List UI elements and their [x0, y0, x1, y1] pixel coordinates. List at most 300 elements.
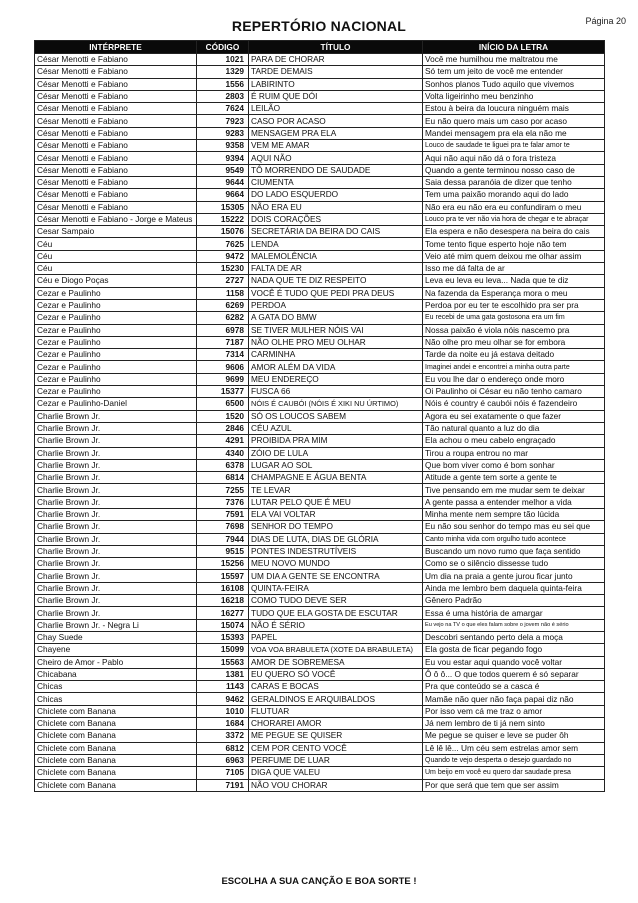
table-row — [35, 361, 605, 373]
table-row — [35, 263, 605, 275]
artist-cell: Charlie Brown Jr. — [35, 582, 197, 594]
artist-cell: Chiclete com Banana — [35, 705, 197, 717]
table-row — [35, 275, 605, 287]
lyric-start-cell: Aqui não aqui não dá o fora tristeza — [423, 152, 605, 164]
title-cell: NADA QUE TE DIZ RESPEITO — [249, 275, 423, 287]
lyric-start-cell: Que bom viver como é bom sonhar — [423, 459, 605, 471]
lyric-start-cell: Tarde da noite eu já estava deitado — [423, 349, 605, 361]
table-row — [35, 176, 605, 188]
code-cell: 9394 — [197, 152, 249, 164]
column-header-lyric-start: INÍCIO DA LETRA — [423, 41, 605, 54]
artist-cell: Charlie Brown Jr. — [35, 570, 197, 582]
lyric-start-cell: Quando te vejo desperta o desejo guardado no — [423, 754, 605, 766]
code-cell: 15563 — [197, 656, 249, 668]
artist-cell: Céu — [35, 250, 197, 262]
artist-cell: César Menotti e Fabiano — [35, 189, 197, 201]
lyric-start-cell: Oi Paulinho oi César eu não tenho camaro — [423, 386, 605, 398]
artist-cell: Chay Suede — [35, 631, 197, 643]
code-cell: 9606 — [197, 361, 249, 373]
artist-cell: Charlie Brown Jr. — [35, 410, 197, 422]
title-cell: PROIBIDA PRA MIM — [249, 435, 423, 447]
table-row — [35, 201, 605, 213]
lyric-start-cell: Ela achou o meu cabelo engraçado — [423, 435, 605, 447]
title-cell: TARDE DEMAIS — [249, 66, 423, 78]
lyric-start-cell: A gente passa a entender melhor a vida — [423, 496, 605, 508]
table-row — [35, 742, 605, 754]
code-cell: 1143 — [197, 681, 249, 693]
code-cell: 6269 — [197, 299, 249, 311]
table-row — [35, 570, 605, 582]
artist-cell: Chicabana — [35, 668, 197, 680]
artist-cell: Cheiro de Amor - Pablo — [35, 656, 197, 668]
code-cell: 1021 — [197, 54, 249, 66]
title-cell: PONTES INDESTRUTÍVEIS — [249, 545, 423, 557]
code-cell: 9644 — [197, 176, 249, 188]
title-cell: DIAS DE LUTA, DIAS DE GLÓRIA — [249, 533, 423, 545]
lyric-start-cell: Sonhos planos Tudo aquilo que vivemos — [423, 78, 605, 90]
title-cell: PAPEL — [249, 631, 423, 643]
artist-cell: Charlie Brown Jr. — [35, 472, 197, 484]
lyric-start-cell: Por isso vem cá me traz o amor — [423, 705, 605, 717]
artist-cell: César Menotti e Fabiano — [35, 176, 197, 188]
lyric-start-cell: Minha mente nem sempre tão lúcida — [423, 508, 605, 520]
artist-cell: Cezar e Paulinho — [35, 287, 197, 299]
table-row — [35, 238, 605, 250]
table-header-row — [35, 41, 605, 54]
table-row — [35, 164, 605, 176]
title-cell: DO LADO ESQUERDO — [249, 189, 423, 201]
artist-cell: César Menotti e Fabiano — [35, 90, 197, 102]
artist-cell: Cesar Sampaio — [35, 226, 197, 238]
lyric-start-cell: Tirou a roupa entrou no mar — [423, 447, 605, 459]
artist-cell: César Menotti e Fabiano — [35, 164, 197, 176]
table-row — [35, 324, 605, 336]
code-cell: 6812 — [197, 742, 249, 754]
artist-cell: Chicas — [35, 681, 197, 693]
title-cell: MEU ENDEREÇO — [249, 373, 423, 385]
artist-cell: Charlie Brown Jr. — [35, 422, 197, 434]
code-cell: 7191 — [197, 779, 249, 791]
lyric-start-cell: Leva eu leva eu leva... Nada que te diz — [423, 275, 605, 287]
code-cell: 15377 — [197, 386, 249, 398]
code-cell: 7255 — [197, 484, 249, 496]
table-row — [35, 127, 605, 139]
code-cell: 6963 — [197, 754, 249, 766]
table-row — [35, 189, 605, 201]
title-cell: DOIS CORAÇÕES — [249, 213, 423, 225]
lyric-start-cell: Ô ô ô... O que todos querem é só separar — [423, 668, 605, 680]
lyric-start-cell: Tem uma paixão morando aqui do lado — [423, 189, 605, 201]
artist-cell: Céu e Diogo Poças — [35, 275, 197, 287]
table-row — [35, 582, 605, 594]
lyric-start-cell: Eu não quero mais um caso por acaso — [423, 115, 605, 127]
artist-cell: César Menotti e Fabiano — [35, 152, 197, 164]
table-row — [35, 459, 605, 471]
table-row — [35, 767, 605, 779]
table-row — [35, 693, 605, 705]
lyric-start-cell: Não olhe pro meu olhar se for embora — [423, 336, 605, 348]
table-row — [35, 213, 605, 225]
code-cell: 7105 — [197, 767, 249, 779]
table-row — [35, 435, 605, 447]
title-cell: PERDOA — [249, 299, 423, 311]
table-row — [35, 754, 605, 766]
title-cell: NÃO OLHE PRO MEU OLHAR — [249, 336, 423, 348]
artist-cell: Charlie Brown Jr. — [35, 521, 197, 533]
title-cell: NÃO É SÉRIO — [249, 619, 423, 631]
table-row — [35, 521, 605, 533]
title-cell: LABIRINTO — [249, 78, 423, 90]
artist-cell: Charlie Brown Jr. — [35, 545, 197, 557]
title-cell: AMOR ALÉM DA VIDA — [249, 361, 423, 373]
title-cell: VOCÊ É TUDO QUE PEDI PRA DEUS — [249, 287, 423, 299]
table-row — [35, 545, 605, 557]
lyric-start-cell: Essa é uma história de amargar — [423, 607, 605, 619]
lyric-start-cell: Mamãe não quer não faça papai diz não — [423, 693, 605, 705]
lyric-start-cell: Tome tento fique esperto hoje não tem — [423, 238, 605, 250]
table-row — [35, 226, 605, 238]
lyric-start-cell: Tão natural quanto a luz do dia — [423, 422, 605, 434]
lyric-start-cell: Estou à beira da loucura ninguém mais — [423, 103, 605, 115]
artist-cell: Cezar e Paulinho — [35, 312, 197, 324]
title-cell: VEM ME AMAR — [249, 140, 423, 152]
lyric-start-cell: Descobri sentando perto dela a moça — [423, 631, 605, 643]
footer-message: ESCOLHA A SUA CANÇÃO E BOA SORTE ! — [221, 876, 417, 887]
lyric-start-cell: Ela gosta de ficar pegando fogo — [423, 644, 605, 656]
table-row — [35, 410, 605, 422]
lyric-start-cell: Perdoa por eu ter te escolhido pra ser pra — [423, 299, 605, 311]
lyric-start-cell: Lê lê lê... Um céu sem estrelas amor sem — [423, 742, 605, 754]
table-row — [35, 373, 605, 385]
title-cell: MENSAGEM PRA ELA — [249, 127, 423, 139]
code-cell: 9472 — [197, 250, 249, 262]
title-cell: LENDA — [249, 238, 423, 250]
artist-cell: César Menotti e Fabiano — [35, 54, 197, 66]
table-row — [35, 472, 605, 484]
table-row — [35, 558, 605, 570]
title-cell: ELA VAI VOLTAR — [249, 508, 423, 520]
code-cell: 3372 — [197, 730, 249, 742]
artist-cell: César Menotti e Fabiano - Jorge e Mateus — [35, 213, 197, 225]
lyric-start-cell: Não era eu não era eu confundiram o meu — [423, 201, 605, 213]
artist-cell: Charlie Brown Jr. — [35, 508, 197, 520]
table-row — [35, 607, 605, 619]
table-row — [35, 484, 605, 496]
title-cell: TÔ MORRENDO DE SAUDADE — [249, 164, 423, 176]
artist-cell: Charlie Brown Jr. — [35, 595, 197, 607]
code-cell: 16218 — [197, 595, 249, 607]
artist-cell: Charlie Brown Jr. — [35, 447, 197, 459]
artist-cell: Cezar e Paulinho — [35, 373, 197, 385]
artist-cell: César Menotti e Fabiano — [35, 66, 197, 78]
artist-cell: Chiclete com Banana — [35, 779, 197, 791]
lyric-start-cell: Veio até mim quem deixou me olhar assim — [423, 250, 605, 262]
code-cell: 1381 — [197, 668, 249, 680]
lyric-start-cell: Louco de saudade te liguei pra te falar amor te — [423, 140, 605, 152]
title-cell: DIGA QUE VALEU — [249, 767, 423, 779]
lyric-start-cell: Por que será que tem que ser assim — [423, 779, 605, 791]
table-row — [35, 730, 605, 742]
code-cell: 1158 — [197, 287, 249, 299]
title-cell: QUINTA-FEIRA — [249, 582, 423, 594]
code-cell: 6282 — [197, 312, 249, 324]
artist-cell: César Menotti e Fabiano — [35, 201, 197, 213]
title-cell: VOA VOA BRABULETA (XOTE DA BRABULETA) — [249, 644, 423, 656]
title-cell: ZÓIO DE LULA — [249, 447, 423, 459]
title-cell: LEILÃO — [249, 103, 423, 115]
artist-cell: Chiclete com Banana — [35, 718, 197, 730]
lyric-start-cell: Imaginei andei e encontrei a minha outra parte — [423, 361, 605, 373]
code-cell: 9549 — [197, 164, 249, 176]
title-cell: FUSCA 66 — [249, 386, 423, 398]
title-cell: SECRETÁRIA DA BEIRA DO CAIS — [249, 226, 423, 238]
artist-cell: Chiclete com Banana — [35, 767, 197, 779]
table-row — [35, 447, 605, 459]
table-row — [35, 718, 605, 730]
column-header-artist: INTÉRPRETE — [35, 41, 197, 54]
title-cell: GERALDINOS E ARQUIBALDOS — [249, 693, 423, 705]
code-cell: 15076 — [197, 226, 249, 238]
lyric-start-cell: Ela espera e não desespera na beira do cais — [423, 226, 605, 238]
title-cell: TE LEVAR — [249, 484, 423, 496]
title-cell: COMO TUDO DEVE SER — [249, 595, 423, 607]
artist-cell: César Menotti e Fabiano — [35, 103, 197, 115]
artist-cell: Charlie Brown Jr. — [35, 496, 197, 508]
title-cell: CHAMPAGNE E ÁGUA BENTA — [249, 472, 423, 484]
code-cell: 2846 — [197, 422, 249, 434]
table-row — [35, 619, 605, 631]
title-cell: CARMINHA — [249, 349, 423, 361]
artist-cell: Charlie Brown Jr. — [35, 533, 197, 545]
page-title: REPERTÓRIO NACIONAL — [231, 18, 407, 34]
lyric-start-cell: Eu recebi de uma gata gostosona era um fim — [423, 312, 605, 324]
table-row — [35, 250, 605, 262]
title-cell: LUTAR PELO QUE É MEU — [249, 496, 423, 508]
title-cell: SENHOR DO TEMPO — [249, 521, 423, 533]
table-row — [35, 386, 605, 398]
table-row — [35, 681, 605, 693]
code-cell: 7591 — [197, 508, 249, 520]
title-cell: NÃO ERA EU — [249, 201, 423, 213]
lyric-start-cell: Quando a gente terminou nosso caso de — [423, 164, 605, 176]
table-row — [35, 644, 605, 656]
title-cell: SE TIVER MULHER NÓIS VAI — [249, 324, 423, 336]
artist-cell: Charlie Brown Jr. — [35, 459, 197, 471]
table-row — [35, 668, 605, 680]
artist-cell: Chicas — [35, 693, 197, 705]
title-cell: CARAS E BOCAS — [249, 681, 423, 693]
lyric-start-cell: Um dia na praia a gente jurou ficar junto — [423, 570, 605, 582]
artist-cell: Charlie Brown Jr. — [35, 435, 197, 447]
table-row — [35, 508, 605, 520]
table-row — [35, 54, 605, 66]
code-cell: 6500 — [197, 398, 249, 410]
lyric-start-cell: Canto minha vida com orgulho tudo acontece — [423, 533, 605, 545]
title-cell: AMOR DE SOBREMESA — [249, 656, 423, 668]
table-row — [35, 312, 605, 324]
code-cell: 15222 — [197, 213, 249, 225]
artist-cell: César Menotti e Fabiano — [35, 115, 197, 127]
code-cell: 1329 — [197, 66, 249, 78]
lyric-start-cell: Mandei mensagem pra ela ela não me — [423, 127, 605, 139]
artist-cell: Cezar e Paulinho — [35, 299, 197, 311]
column-header-title: TÍTULO — [249, 41, 423, 54]
artist-cell: Cezar e Paulinho — [35, 324, 197, 336]
lyric-start-cell: Volta ligeirinho meu benzinho — [423, 90, 605, 102]
lyric-start-cell: Buscando um novo rumo que faça sentido — [423, 545, 605, 557]
artist-cell: Cezar e Paulinho — [35, 386, 197, 398]
page-header — [34, 14, 626, 40]
code-cell: 1556 — [197, 78, 249, 90]
table-row — [35, 656, 605, 668]
title-cell: NÓIS É CAUBÓI (NÓIS É XIKI NU ÚRTIMO) — [249, 398, 423, 410]
artist-cell: Charlie Brown Jr. — [35, 607, 197, 619]
code-cell: 9699 — [197, 373, 249, 385]
artist-cell: Cezar e Paulinho — [35, 349, 197, 361]
code-cell: 2803 — [197, 90, 249, 102]
code-cell: 7698 — [197, 521, 249, 533]
title-cell: É RUIM QUE DÓI — [249, 90, 423, 102]
code-cell: 15393 — [197, 631, 249, 643]
artist-cell: Chiclete com Banana — [35, 754, 197, 766]
lyric-start-cell: Na fazenda da Esperança mora o meu — [423, 287, 605, 299]
artist-cell: Céu — [35, 263, 197, 275]
lyric-start-cell: Isso me dá falta de ar — [423, 263, 605, 275]
repertoire-table — [34, 40, 605, 792]
title-cell: TUDO QUE ELA GOSTA DE ESCUTAR — [249, 607, 423, 619]
table-row — [35, 299, 605, 311]
table-row — [35, 66, 605, 78]
artist-cell: César Menotti e Fabiano — [35, 140, 197, 152]
lyric-start-cell: Você me humilhou me maltratou me — [423, 54, 605, 66]
table-row — [35, 349, 605, 361]
title-cell: ME PEGUE SE QUISER — [249, 730, 423, 742]
code-cell: 4291 — [197, 435, 249, 447]
table-row — [35, 287, 605, 299]
title-cell: MALEMOLÊNCIA — [249, 250, 423, 262]
table-row — [35, 533, 605, 545]
table-row — [35, 78, 605, 90]
artist-cell: César Menotti e Fabiano — [35, 127, 197, 139]
table-row — [35, 705, 605, 717]
code-cell: 7923 — [197, 115, 249, 127]
title-cell: LUGAR AO SOL — [249, 459, 423, 471]
code-cell: 15099 — [197, 644, 249, 656]
artist-cell: Charlie Brown Jr. — [35, 558, 197, 570]
table-row — [35, 140, 605, 152]
lyric-start-cell: Ainda me lembro bem daquela quinta-feira — [423, 582, 605, 594]
lyric-start-cell: Já nem lembro de ti já nem sinto — [423, 718, 605, 730]
code-cell: 7625 — [197, 238, 249, 250]
lyric-start-cell: Saia dessa paranóia de dizer que tenho — [423, 176, 605, 188]
table-row — [35, 336, 605, 348]
title-cell: CHORAREI AMOR — [249, 718, 423, 730]
title-cell: SÓ OS LOUCOS SABEM — [249, 410, 423, 422]
lyric-start-cell: Agora eu sei exatamente o que fazer — [423, 410, 605, 422]
title-cell: MEU NOVO MUNDO — [249, 558, 423, 570]
code-cell: 2727 — [197, 275, 249, 287]
artist-cell: Cezar e Paulinho — [35, 336, 197, 348]
artist-cell: Chiclete com Banana — [35, 742, 197, 754]
lyric-start-cell: Só tem um jeito de você me entender — [423, 66, 605, 78]
page-number: Página 20 — [585, 16, 626, 26]
code-cell: 15256 — [197, 558, 249, 570]
table-row — [35, 779, 605, 791]
artist-cell: Chayene — [35, 644, 197, 656]
code-cell: 9664 — [197, 189, 249, 201]
artist-cell: Cezar e Paulinho-Daniel — [35, 398, 197, 410]
code-cell: 6378 — [197, 459, 249, 471]
title-cell: CASO POR ACASO — [249, 115, 423, 127]
lyric-start-cell: Louco pra te ver não via hora de chegar e te abraçar — [423, 213, 605, 225]
lyric-start-cell: Eu vou lhe dar o endereço onde moro — [423, 373, 605, 385]
title-cell: FLUTUAR — [249, 705, 423, 717]
lyric-start-cell: Nóis é country é caubói nóis é fazendeiro — [423, 398, 605, 410]
table-row — [35, 595, 605, 607]
title-cell: EU QUERO SÓ VOCÊ — [249, 668, 423, 680]
lyric-start-cell: Gênero Padrão — [423, 595, 605, 607]
table-row — [35, 115, 605, 127]
code-cell: 7624 — [197, 103, 249, 115]
artist-cell: Charlie Brown Jr. — [35, 484, 197, 496]
code-cell: 1010 — [197, 705, 249, 717]
code-cell: 16108 — [197, 582, 249, 594]
table-row — [35, 422, 605, 434]
code-cell: 15305 — [197, 201, 249, 213]
code-cell: 6814 — [197, 472, 249, 484]
title-cell: UM DIA A GENTE SE ENCONTRA — [249, 570, 423, 582]
code-cell: 15230 — [197, 263, 249, 275]
table-row — [35, 496, 605, 508]
lyric-start-cell: Como se o silêncio dissesse tudo — [423, 558, 605, 570]
code-cell: 15597 — [197, 570, 249, 582]
title-cell: PERFUME DE LUAR — [249, 754, 423, 766]
code-cell: 9515 — [197, 545, 249, 557]
code-cell: 1520 — [197, 410, 249, 422]
code-cell: 15074 — [197, 619, 249, 631]
code-cell: 7376 — [197, 496, 249, 508]
table-row — [35, 398, 605, 410]
artist-cell: Cezar e Paulinho — [35, 361, 197, 373]
artist-cell: Céu — [35, 238, 197, 250]
lyric-start-cell: Eu vejo na TV o que eles falam sobre o jovem não é sério — [423, 619, 605, 631]
lyric-start-cell: Eu vou estar aqui quando você voltar — [423, 656, 605, 668]
lyric-start-cell: Atitude a gente tem sorte a gente te — [423, 472, 605, 484]
code-cell: 1684 — [197, 718, 249, 730]
title-cell: A GATA DO BMW — [249, 312, 423, 324]
lyric-start-cell: Um beijo em você eu quero dar saudade presa — [423, 767, 605, 779]
table-row — [35, 103, 605, 115]
title-cell: PARA DE CHORAR — [249, 54, 423, 66]
artist-cell: César Menotti e Fabiano — [35, 78, 197, 90]
code-cell: 6978 — [197, 324, 249, 336]
lyric-start-cell: Eu não sou senhor do tempo mas eu sei que — [423, 521, 605, 533]
column-header-code: CÓDIGO — [197, 41, 249, 54]
title-cell: FALTA DE AR — [249, 263, 423, 275]
title-cell: NÃO VOU CHORAR — [249, 779, 423, 791]
code-cell: 9358 — [197, 140, 249, 152]
lyric-start-cell: Nossa paixão é viola nóis nascemo pra — [423, 324, 605, 336]
lyric-start-cell: Me pegue se quiser e leve se puder ôh — [423, 730, 605, 742]
code-cell: 7944 — [197, 533, 249, 545]
code-cell: 4340 — [197, 447, 249, 459]
code-cell: 9462 — [197, 693, 249, 705]
artist-cell: Charlie Brown Jr. - Negra Li — [35, 619, 197, 631]
title-cell: AQUI NÃO — [249, 152, 423, 164]
table-row — [35, 152, 605, 164]
table-row — [35, 90, 605, 102]
code-cell: 7314 — [197, 349, 249, 361]
